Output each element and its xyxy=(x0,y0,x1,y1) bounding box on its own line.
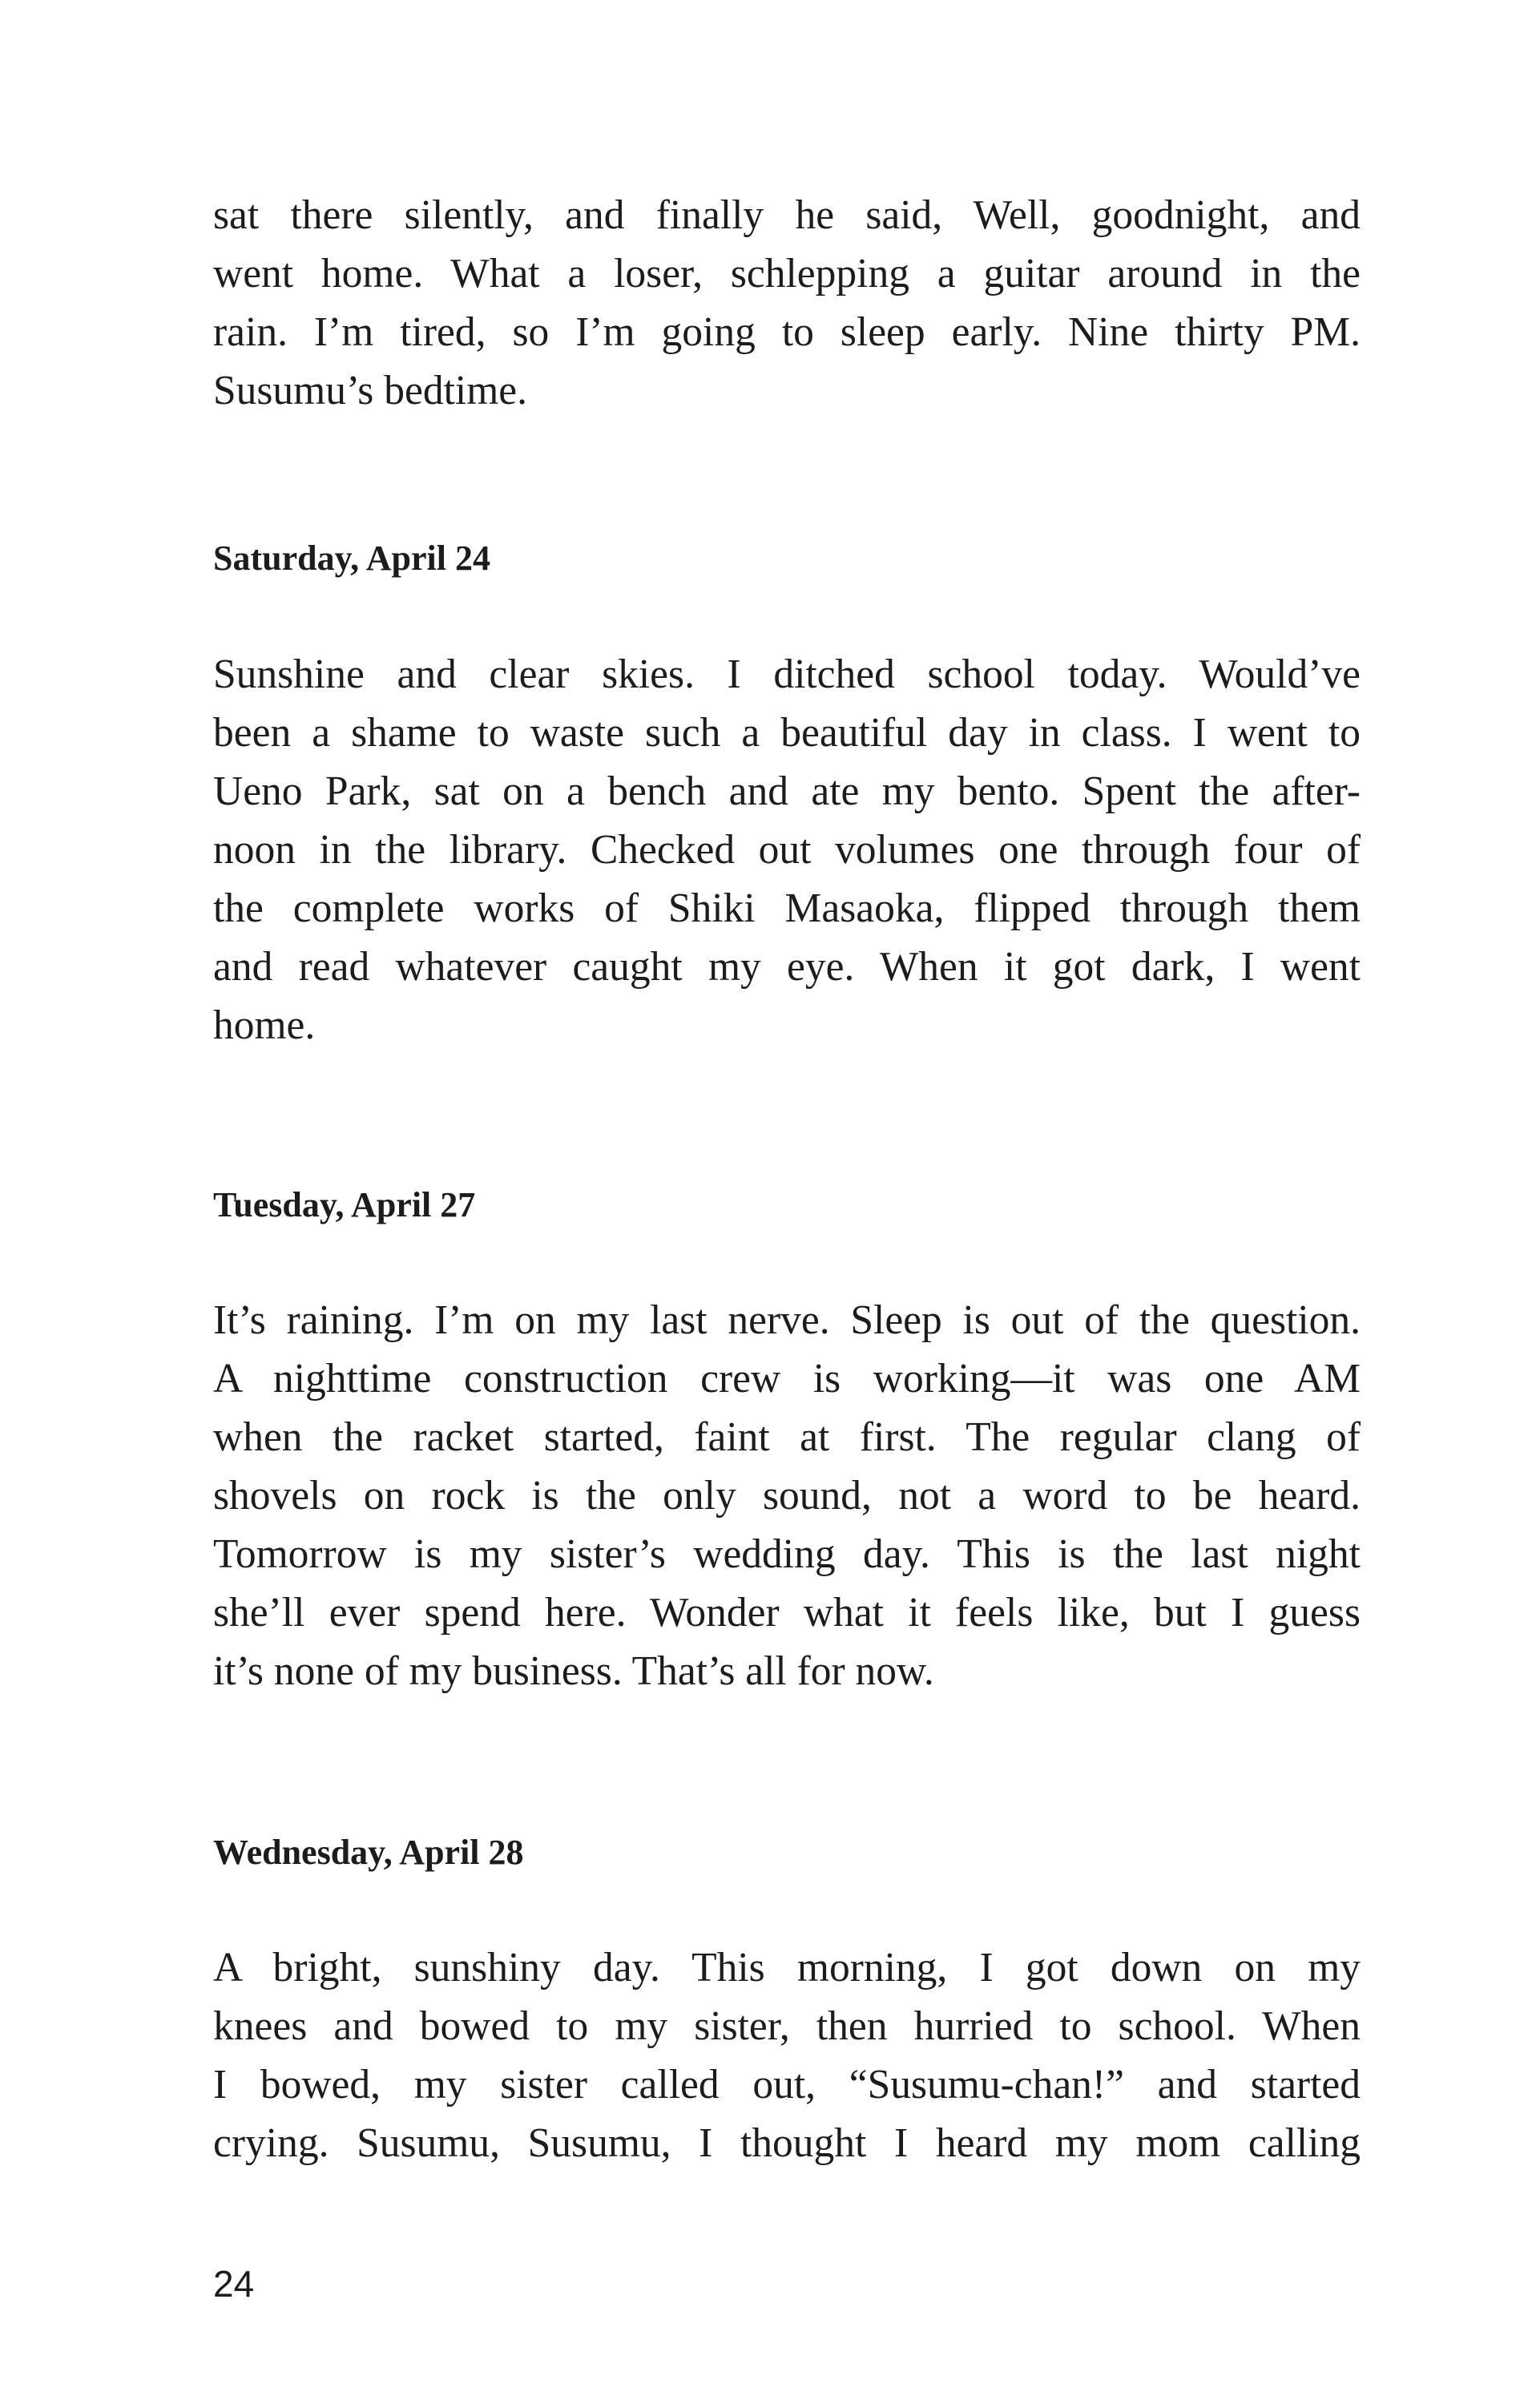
text-line: Tomorrow is my sister’s wedding day. This is the last night xyxy=(213,1531,1361,1577)
diary-entry-continuation xyxy=(213,186,1361,420)
diary-entry-heading xyxy=(213,1181,1361,1229)
text-line: she’ll ever spend here. Wonder what it feels like, but I guess xyxy=(213,1590,1361,1636)
text-line: crying. Susumu, Susumu, I thought I heard my mom calling xyxy=(213,2120,1361,2166)
paragraph xyxy=(213,1938,1361,2172)
text-line: It’s raining. I’m on my last nerve. Sleep is out of the question. xyxy=(213,1297,1361,1343)
text-line: shovels on rock is the only sound, not a word to be heard. xyxy=(213,1473,1361,1519)
text-line: A bright, sunshiny day. This morning, I got down on my xyxy=(213,1945,1361,1991)
text-line: Susumu’s bedtime. xyxy=(213,368,527,413)
text-line: Ueno Park, sat on a bench and ate my bento. Spent the after- xyxy=(213,768,1361,814)
text-line: home. xyxy=(213,1002,316,1048)
text-line: and read whatever caught my eye. When it got dark, I went xyxy=(213,944,1361,990)
paragraph xyxy=(213,645,1361,1055)
diary-entry-heading xyxy=(213,534,1361,583)
text-line: been a shame to waste such a beautiful day in class. I went to xyxy=(213,710,1361,756)
text-line: knees and bowed to my sister, then hurried to school. When xyxy=(213,2003,1361,2049)
text-line: A nighttime construction crew is working—it was one AM xyxy=(213,1356,1361,1402)
diary-entry-body xyxy=(213,1938,1361,2172)
text-line: the complete works of Shiki Masaoka, flipped through them xyxy=(213,885,1361,931)
text-line: Sunshine and clear skies. I ditched school today. Would’ve xyxy=(213,651,1361,697)
diary-entry-body xyxy=(213,645,1361,1055)
diary-entry-heading xyxy=(213,1829,1361,1877)
diary-entry-body xyxy=(213,1291,1361,1700)
entry-date-heading: Saturday, April 24 xyxy=(213,538,490,578)
page-number: 24 xyxy=(213,2263,255,2305)
paragraph xyxy=(213,1291,1361,1700)
text-line: when the racket started, faint at first. The regular clang of xyxy=(213,1414,1361,1460)
entry-date-heading: Wednesday, April 28 xyxy=(213,1833,524,1872)
text-line: rain. I’m tired, so I’m going to sleep early. Nine thirty PM. xyxy=(213,309,1361,355)
text-line: I bowed, my sister called out, “Susumu-chan!” and started xyxy=(213,2062,1361,2108)
paragraph xyxy=(213,186,1361,420)
entry-date-heading: Tuesday, April 27 xyxy=(213,1185,476,1224)
text-line: it’s none of my business. That’s all for now. xyxy=(213,1648,934,1694)
text-line: went home. What a loser, schlepping a guitar around in the xyxy=(213,251,1361,296)
text-line: noon in the library. Checked out volumes one through four of xyxy=(213,827,1361,873)
text-line: sat there silently, and finally he said, Well, goodnight, and xyxy=(213,192,1361,238)
